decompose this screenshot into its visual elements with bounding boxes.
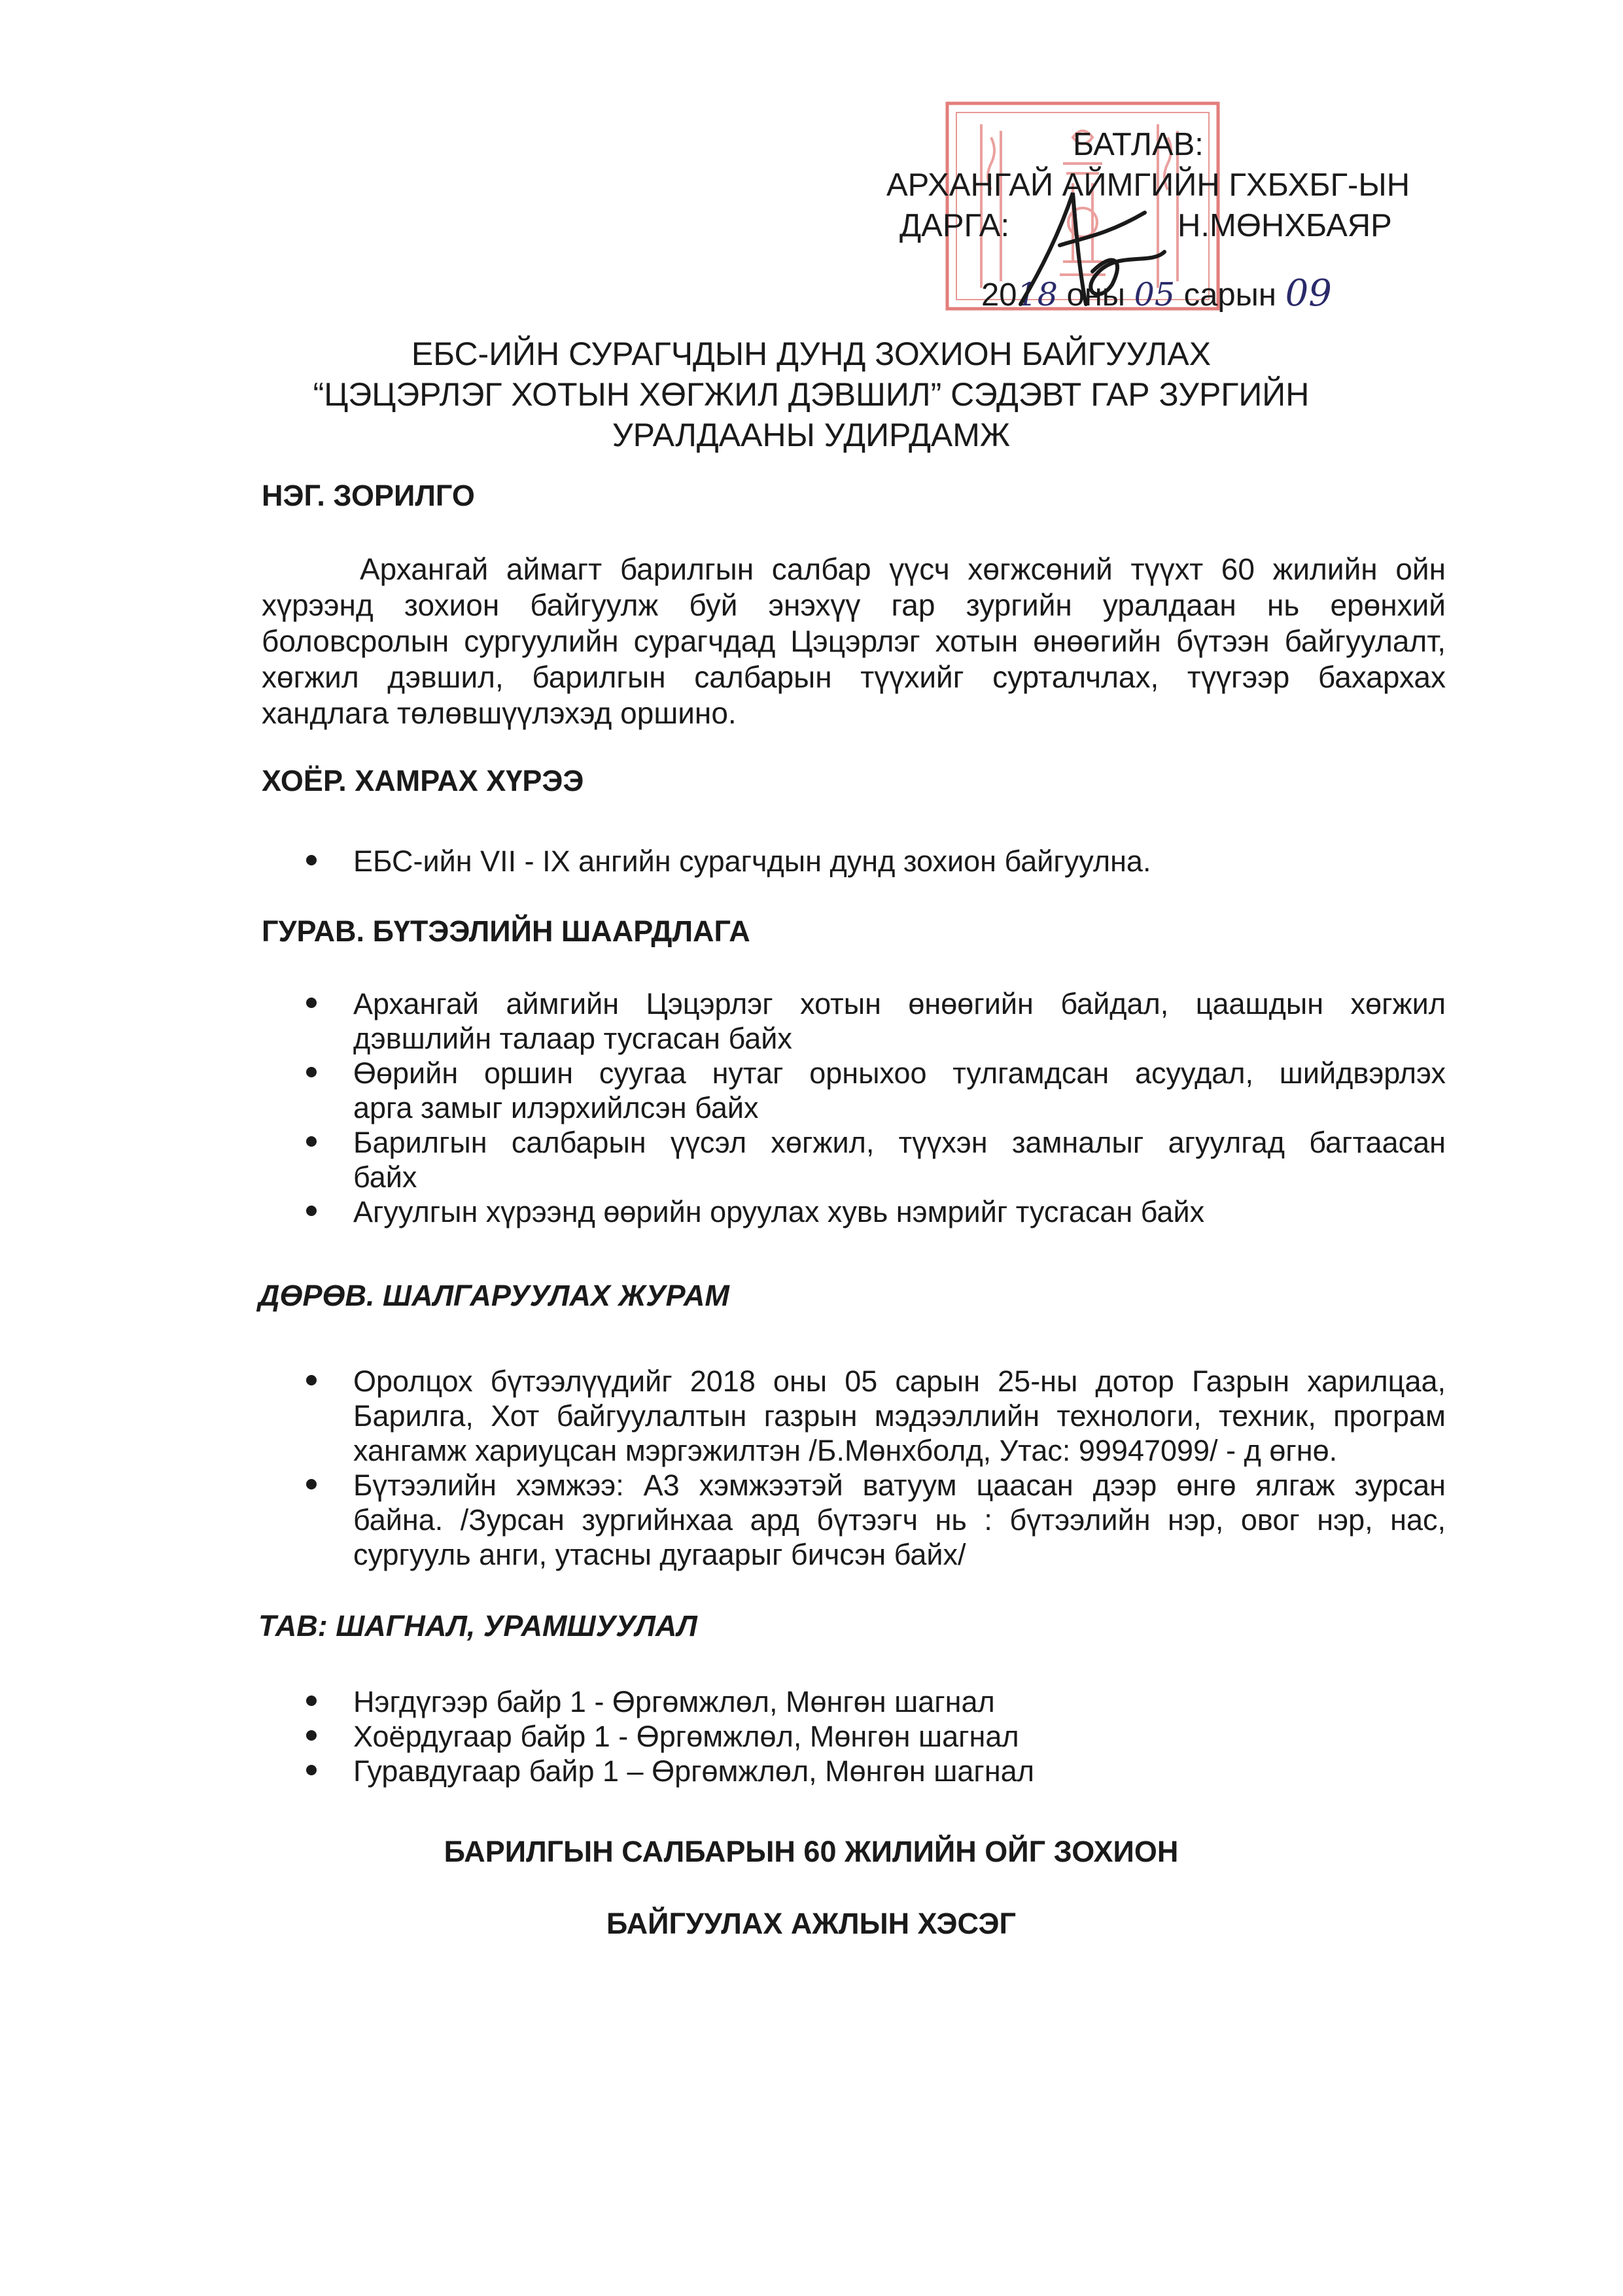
paragraph-line: хандлага төлөвшүүлэхэд оршино. — [262, 696, 737, 730]
list-item-text: ЕБС-ийн VII - IX ангийн сурагчдын дунд зохион байгуулна. — [353, 844, 1151, 878]
signature — [1001, 173, 1171, 317]
list-item-text: байх — [353, 1160, 417, 1194]
approval-organization: АРХАНГАЙ АЙМГИЙН ГХБХБГ-ЫН — [886, 167, 1410, 203]
bullet-icon — [306, 1696, 317, 1706]
date-day-handwritten: 09 — [1285, 272, 1332, 315]
bullet-icon — [306, 1479, 317, 1489]
bullet-icon — [306, 1765, 317, 1775]
list-item — [301, 1125, 1446, 1194]
list-item — [301, 1056, 1446, 1125]
list-item-text: Барилга, Хот байгуулалтын газрын мэдээллийн технологи, техник, програм — [353, 1399, 1446, 1433]
list-item-text: Нэгдүгээр байр 1 - Өргөмжлөл, Мөнгөн шагнал — [353, 1685, 995, 1718]
date-year-suffix: оны — [1066, 277, 1126, 313]
date-month-handwritten: 05 — [1134, 276, 1176, 313]
bullet-icon — [306, 1375, 317, 1385]
list-item — [301, 986, 1446, 1056]
paragraph-line: хүрээнд зохион байгуулж буй энэхүү гар зургийн уралдаан нь ерөнхий — [262, 588, 1446, 622]
title-line-3: УРАЛДААНЫ УДИРДАМЖ — [612, 417, 1011, 453]
list-item-text: байна. /Зурсан зургийнхаа ард бүтээгч нь : бүтээлийн нэр, овог нэр, нас, — [353, 1503, 1446, 1537]
section-4-heading: ДӨРӨВ. ШАЛГАРУУЛАХ ЖУРАМ — [258, 1279, 729, 1312]
paragraph-line: хөгжил дэвшил, барилгын салбарын түүхийг сурталчлах, түүгээр бахархах — [262, 660, 1446, 694]
title-line-1: ЕБС-ИЙН СУРАГЧДЫН ДУНД ЗОХИОН БАЙГУУЛАХ — [411, 336, 1212, 372]
list-item-text: Барилгын салбарын үүсэл хөгжил, түүхэн замналыг агуулгад багтаасан — [353, 1126, 1446, 1159]
section-2-heading: ХОЁР. ХАМРАХ ХҮРЭЭ — [262, 764, 584, 797]
list-item-text: Оролцох бүтээлүүдийг 2018 оны 05 сарын 25-ны дотор Газрын харилцаа, — [353, 1365, 1446, 1398]
list-item-text: Агуулгын хүрээнд өөрийн оруулах хувь нэмрийг тусгасан байх — [353, 1195, 1205, 1228]
bullet-icon — [306, 1730, 317, 1741]
list-item-text: Гуравдугаар байр 1 – Өргөмжлөл, Мөнгөн шагнал — [353, 1754, 1034, 1788]
section-4-list — [301, 1364, 1446, 1572]
title-line-2: “ЦЭЦЭРЛЭГ ХОТЫН ХӨГЖИЛ ДЭВШИЛ” СЭДЭВТ ГАР ЗУРГИЙН — [313, 376, 1310, 413]
paragraph-line: Архангай аймагт барилгын салбар үүсч хөгжсөний түүхт 60 жилийн ойн — [360, 552, 1446, 586]
document-title — [275, 334, 1348, 455]
list-item-text: арга замыг илэрхийлсэн байх — [353, 1091, 759, 1124]
date-month-suffix: сарын — [1183, 277, 1276, 313]
list-item-text: Архангай аймгийн Цэцэрлэг хотын өнөөгийн байдал, цаашдын хөгжил — [353, 987, 1446, 1020]
bullet-icon — [306, 855, 317, 865]
bullet-icon — [306, 998, 317, 1008]
bullet-icon — [306, 1067, 317, 1077]
paragraph-line: боловсролын сургуулийн сурагчдад Цэцэрлэг хотын өнөөгийн бүтээн байгуулалт, — [262, 624, 1446, 658]
approval-position: ДАРГА: — [899, 208, 1010, 243]
section-5-list — [301, 1684, 1282, 1788]
approval-name: Н.МӨНХБАЯР — [1178, 208, 1392, 243]
list-item-text: хангамж хариуцсан мэргэжилтэн /Б.Мөнхболд, Утас: 99947099/ - д өгнө. — [353, 1434, 1338, 1467]
section-1-heading: НЭГ. ЗОРИЛГО — [262, 479, 475, 512]
section-3-heading: ГУРАВ. БҮТЭЭЛИЙН ШААРДЛАГА — [262, 914, 750, 948]
approval-title: БАТЛАВ: — [1073, 127, 1204, 162]
list-item — [301, 1754, 1282, 1788]
list-item — [301, 1684, 1282, 1719]
footer-line-2: БАЙГУУЛАХ АЖЛЫН ХЭСЭГ — [606, 1907, 1016, 1940]
date-year-handwritten: 18 — [1017, 276, 1058, 313]
list-item — [301, 1194, 1446, 1229]
list-item-text: Бүтээлийн хэмжээ: А3 хэмжээтэй ватуум цаасан дээр өнгө ялгаж зурсан — [353, 1469, 1446, 1502]
list-item — [301, 1468, 1446, 1572]
list-item-text: Өөрийн оршин суугаа нутаг орныхоо тулгамдсан асуудал, шийдвэрлэх — [353, 1056, 1446, 1090]
section-1-paragraph — [262, 551, 1446, 731]
list-item-text: сургууль анги, утасны дугаарыг бичсэн байх/ — [353, 1538, 966, 1571]
list-item — [301, 1719, 1282, 1754]
section-3-list — [301, 986, 1446, 1229]
section-2-list — [301, 844, 1446, 878]
bullet-icon — [306, 1136, 317, 1147]
bullet-icon — [306, 1206, 317, 1216]
list-item-text: Хоёрдугаар байр 1 - Өргөмжлөл, Мөнгөн шагнал — [353, 1720, 1019, 1753]
date-prefix: 20 — [981, 277, 1017, 313]
section-5-heading: ТАВ: ШАГНАЛ, УРАМШУУЛАЛ — [258, 1609, 697, 1643]
list-item — [301, 1364, 1446, 1468]
list-item — [301, 844, 1446, 878]
footer-line-1: БАРИЛГЫН САЛБАРЫН 60 ЖИЛИЙН ОЙГ ЗОХИОН — [444, 1835, 1179, 1868]
list-item-text: дэвшлийн талаар тусгасан байх — [353, 1022, 792, 1055]
